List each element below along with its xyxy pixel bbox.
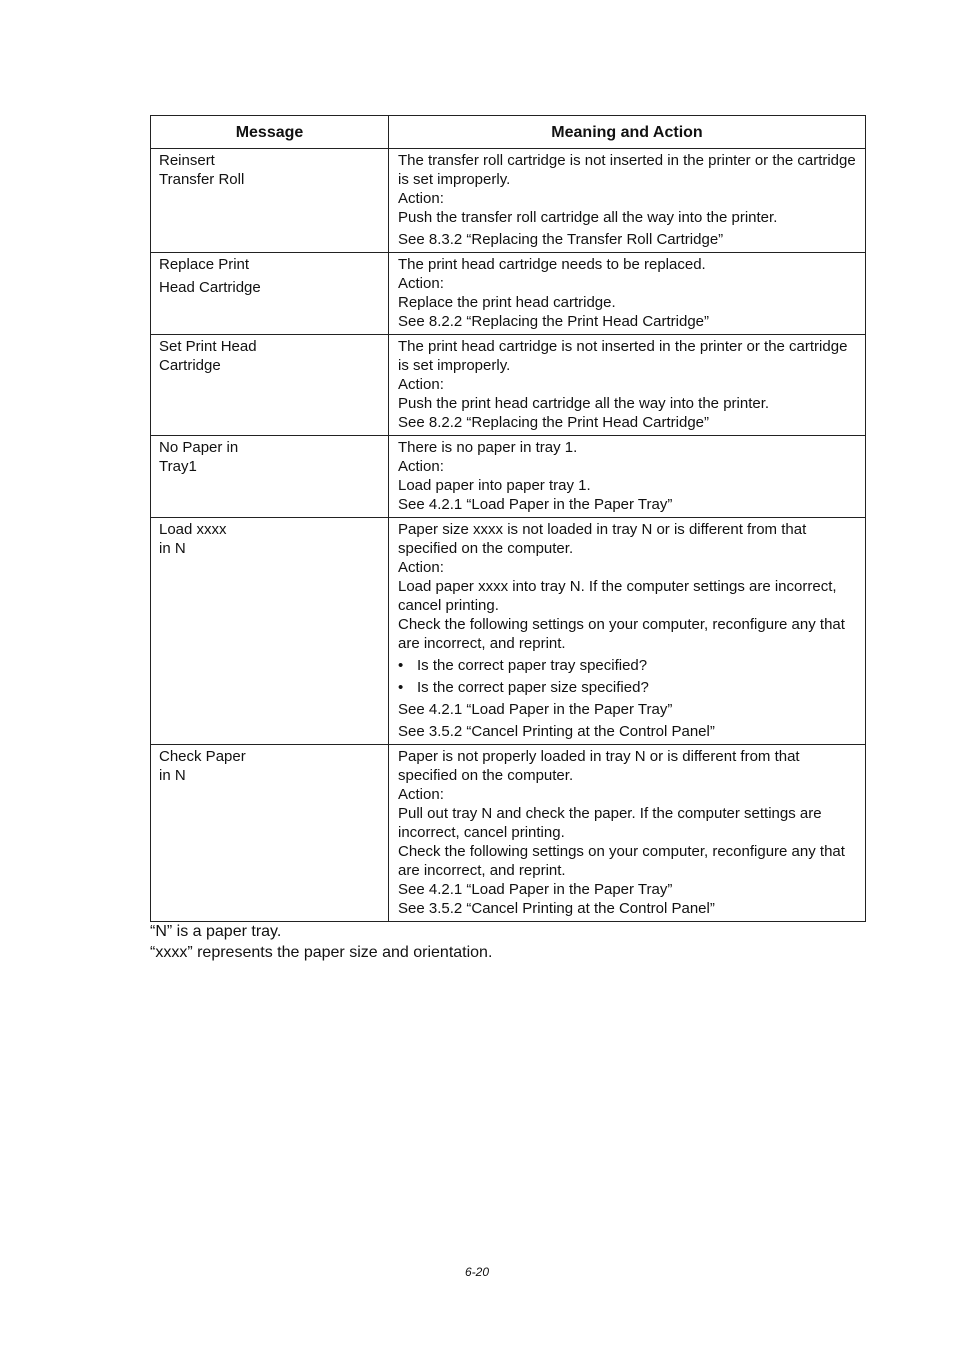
meaning-line: Action: xyxy=(398,458,444,475)
message-cell xyxy=(151,518,389,745)
meaning-line: Action: xyxy=(398,190,444,207)
meaning-cell xyxy=(389,253,866,335)
reference-line: See 8.2.2 “Replacing the Print Head Cartridge” xyxy=(398,414,710,431)
message-line: Head Cartridge xyxy=(159,279,261,296)
meaning-line: Push the print head cartridge all the way into the printer. xyxy=(398,395,770,412)
message-line: No Paper in xyxy=(159,439,239,456)
meaning-line: Check the following settings on your computer, reconfigure any that are incorrect, and reprint. xyxy=(398,843,845,879)
reference-line: See 3.5.2 “Cancel Printing at the Control Panel” xyxy=(398,900,715,917)
message-line: Tray1 xyxy=(159,458,197,475)
meaning-line: The transfer roll cartridge is not inserted in the printer or the cartridge is set improperly. xyxy=(398,152,856,188)
meaning-line: Replace the print head cartridge. xyxy=(398,294,616,311)
reference-line: See 8.2.2 “Replacing the Print Head Cartridge” xyxy=(398,313,710,330)
reference-line: See 3.5.2 “Cancel Printing at the Control Panel” xyxy=(398,723,715,740)
reference-line: See 8.3.2 “Replacing the Transfer Roll Cartridge” xyxy=(398,231,724,248)
message-line: Replace Print xyxy=(159,256,250,273)
table-row xyxy=(151,745,866,922)
message-line: in N xyxy=(159,540,186,557)
message-line: Set Print Head xyxy=(159,338,257,355)
table-row xyxy=(151,335,866,436)
page-number: 6-20 xyxy=(464,1265,490,1279)
note-line: “xxxx” represents the paper size and orientation. xyxy=(150,944,493,961)
message-cell xyxy=(151,745,389,922)
meaning-line: Action: xyxy=(398,376,444,393)
message-line: Load xxxx xyxy=(159,521,227,538)
bullet-item: • Is the correct paper tray specified? xyxy=(398,656,857,675)
table-header-row xyxy=(151,116,866,149)
meaning-line: Push the transfer roll cartridge all the way into the printer. xyxy=(398,209,778,226)
meaning-line: Check the following settings on your computer, reconfigure any that are incorrect, and reprint. xyxy=(398,616,845,652)
meaning-cell xyxy=(389,335,866,436)
reference-line: See 4.2.1 “Load Paper in the Paper Tray” xyxy=(398,496,673,513)
reference-line: See 4.2.1 “Load Paper in the Paper Tray” xyxy=(398,881,673,898)
meaning-cell xyxy=(389,436,866,518)
header-message: Message xyxy=(151,116,389,149)
meaning-line: Paper size xxxx is not loaded in tray N or is different from that specified on the computer. xyxy=(398,521,807,557)
meaning-line: Paper is not properly loaded in tray N or is different from that specified on the computer. xyxy=(398,748,800,784)
meaning-line: There is no paper in tray 1. xyxy=(398,439,578,456)
reference-line: See 4.2.1 “Load Paper in the Paper Tray” xyxy=(398,701,673,718)
table-row xyxy=(151,436,866,518)
header-meaning: Meaning and Action xyxy=(389,116,866,149)
message-table xyxy=(150,115,866,922)
table-row xyxy=(151,149,866,253)
message-line: Cartridge xyxy=(159,357,221,374)
message-cell xyxy=(151,253,389,335)
meaning-line: Action: xyxy=(398,559,444,576)
message-cell xyxy=(151,335,389,436)
message-line: in N xyxy=(159,767,186,784)
meaning-cell xyxy=(389,745,866,922)
meaning-cell xyxy=(389,149,866,253)
table-notes xyxy=(150,921,492,963)
meaning-cell xyxy=(389,518,866,745)
meaning-line: Pull out tray N and check the paper. If the computer settings are incorrect, cancel printing. xyxy=(398,805,822,841)
message-cell xyxy=(151,436,389,518)
table-row xyxy=(151,253,866,335)
meaning-line: The print head cartridge needs to be replaced. xyxy=(398,256,706,273)
message-cell xyxy=(151,149,389,253)
meaning-line: Load paper into paper tray 1. xyxy=(398,477,591,494)
note-line: “N” is a paper tray. xyxy=(150,923,282,940)
table-row xyxy=(151,518,866,745)
message-line: Transfer Roll xyxy=(159,171,245,188)
message-line: Check Paper xyxy=(159,748,246,765)
message-line: Reinsert xyxy=(159,152,215,169)
meaning-line: Action: xyxy=(398,275,444,292)
meaning-line: Action: xyxy=(398,786,444,803)
meaning-line: Load paper xxxx into tray N. If the computer settings are incorrect, cancel printing. xyxy=(398,578,837,614)
bullet-item: • Is the correct paper size specified? xyxy=(398,678,857,697)
meaning-line: The print head cartridge is not inserted in the printer or the cartridge is set improperly. xyxy=(398,338,848,374)
